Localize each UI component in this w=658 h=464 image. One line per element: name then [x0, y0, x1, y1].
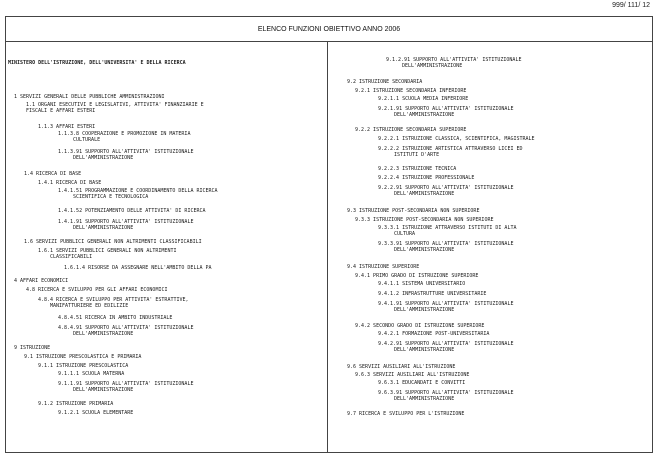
entry-line: 9.6.3.91 SUPPORTO ALL'ATTIVITA' ISTITUZIONALE — [378, 390, 514, 396]
entry-line: 9.3.3.91 SUPPORTO ALL'ATTIVITA' ISTITUZIONALE — [378, 241, 514, 247]
entry-line: 1.1 ORGANI ESECUTIVI E LEGISLATIVI, ATTIVITA' FINANZIARIE E — [26, 102, 204, 108]
entry-line: 9.6.3.1 EDUCANDATI E CONVITTI — [378, 380, 466, 386]
entry-line: CLASSIFICABILI — [50, 254, 93, 260]
entry-line: 1.4.1.51 PROGRAMMAZIONE E COORDINAMENTO DELLA RICERCA — [58, 188, 218, 194]
entry-line: DELL'AMMINISTRAZIONE — [402, 63, 463, 69]
entry-line: 1.1.3.8 COOPERAZIONE E PROMOZIONE IN MATERIA — [58, 131, 191, 137]
entry-line: DELL'AMMINISTRAZIONE — [73, 155, 134, 161]
entry-line: 9.1.2.91 SUPPORTO ALL'ATTIVITA' ISTITUZIONALE — [386, 57, 522, 63]
entry-line: 9.4.1.91 SUPPORTO ALL'ATTIVITA' ISTITUZIONALE — [378, 301, 514, 307]
entry-line: 9.1.2 ISTRUZIONE PRIMARIA — [38, 401, 114, 407]
entry-line: 9 ISTRUZIONE — [14, 345, 51, 351]
entry-line: 4.8.4.91 SUPPORTO ALL'ATTIVITA' ISTITUZIONALE — [58, 325, 194, 331]
entry-line: FISCALI E AFFARI ESTERI — [26, 108, 96, 114]
entry-line: 9.1 ISTRUZIONE PRESCOLASTICA E PRIMARIA — [24, 354, 142, 360]
entry-line: DELL'AMMINISTRAZIONE — [394, 247, 455, 253]
entry-line: 1.6.1 SERVIZI PUBBLICI GENERALI NON ALTRIMENTI — [38, 248, 177, 254]
entry-line: 9.2.2.3 ISTRUZIONE TECNICA — [378, 166, 457, 172]
entry-line: CULTURALE — [73, 137, 101, 143]
entry-line: 9.1.1.91 SUPPORTO ALL'ATTIVITA' ISTITUZIONALE — [58, 381, 194, 387]
entry-line: 9.1.1 ISTRUZIONE PRESCOLASTICA — [38, 363, 129, 369]
entry-line: 9.4.1.1 SISTEMA UNIVERSITARIO — [378, 281, 466, 287]
entry-line: 9.7 RICERCA E SVILUPPO PER L'ISTRUZIONE — [347, 411, 465, 417]
entry-line: DELL'AMMINISTRAZIONE — [394, 396, 455, 402]
entry-line: DELL'AMMINISTRAZIONE — [394, 307, 455, 313]
entry-line: 4.8.4 RICERCA E SVILUPPO PER ATTIVITA' ESTRATTIVE, — [38, 297, 189, 303]
entry-line: 9.2.2 ISTRUZIONE SECONDARIA SUPERIORE — [355, 127, 467, 133]
entry-line: 9.4 ISTRUZIONE SUPERIORE — [347, 264, 420, 270]
entry-line: 1.4.1.52 POTENZIAMENTO DELLE ATTIVITA' DI RICERCA — [58, 208, 206, 214]
entry-line: 4.8.4.51 RICERCA IN AMBITO INDUSTRIALE — [58, 315, 173, 321]
entry-line: 9.4.2.91 SUPPORTO ALL'ATTIVITA' ISTITUZIONALE — [378, 341, 514, 347]
entry-line: 1.4.1.91 SUPPORTO ALL'ATTIVITA' ISTITUZIONALE — [58, 219, 194, 225]
frame-bottom-rule — [5, 452, 653, 453]
entry-line: 9.6 SERVIZI AUSILIARI ALL'ISTRUZIONE — [347, 364, 456, 370]
page-reference: 999/ 111/ 12 — [612, 2, 650, 9]
entry-line: 9.6.3 SERVIZI AUSILIARI ALL'ISTRUZIONE — [355, 372, 470, 378]
entry-line: DELL'AMMINISTRAZIONE — [394, 191, 455, 197]
page-title: ELENCO FUNZIONI OBIETTIVO ANNO 2006 — [257, 26, 401, 33]
entry-line: 1.4 RICERCA DI BASE — [24, 171, 82, 177]
entry-line: MANIFATTURIERE ED EDILIZIE — [50, 303, 129, 309]
entry-line: 9.2.2.1 ISTRUZIONE CLASSICA, SCIENTIFICA, MAGISTRALE — [378, 136, 535, 142]
entry-line: 1.1.3.91 SUPPORTO ALL'ATTIVITA' ISTITUZIONALE — [58, 149, 194, 155]
entry-line: 9.4.1 PRIMO GRADO DI ISTRUZIONE SUPERIORE — [355, 273, 479, 279]
entry-line: ISTITUTI D'ARTE — [394, 152, 440, 158]
entry-line: 9.2.2.2 ISTRUZIONE ARTISTICA ATTRAVERSO LICEI ED — [378, 146, 523, 152]
entry-line: DELL'AMMINISTRAZIONE — [394, 112, 455, 118]
entry-line: 9.2.1.1 SCUOLA MEDIA INFERIORE — [378, 96, 469, 102]
entry-line: DELL'AMMINISTRAZIONE — [394, 347, 455, 353]
entry-line: 9.4.2 SECONDO GRADO DI ISTRUZIONE SUPERIORE — [355, 323, 485, 329]
entry-line: 1.6.1.4 RISORSE DA ASSEGNARE NELL'AMBITO DELLA PA — [64, 265, 212, 271]
entry-line: 9.2.1 ISTRUZIONE SECONDARIA INFERIORE — [355, 88, 467, 94]
entry-line: 9.3 ISTRUZIONE POST-SECONDARIA NON SUPERIORE — [347, 208, 480, 214]
entry-line: 9.2 ISTRUZIONE SECONDARIA — [347, 79, 423, 85]
entry-line: 9.4.1.2 INFRASTRUTTURE UNIVERSITARIE — [378, 291, 487, 297]
entry-line: 9.2.2.4 ISTRUZIONE PROFESSIONALE — [378, 175, 475, 181]
entry-line: DELL'AMMINISTRAZIONE — [73, 331, 134, 337]
column-divider — [327, 41, 328, 452]
frame-top-rule — [5, 16, 653, 17]
entry-line: 1.6 SERVIZI PUBBLICI GENERALI NON ALTRIMENTI CLASSIFICABILI — [24, 239, 202, 245]
entry-line: 4.8 RICERCA E SVILUPPO PER GLI AFFARI ECONOMICI — [26, 287, 168, 293]
entry-line: CULTURA — [394, 231, 416, 237]
entry-line: 9.3.3.1 ISTRUZIONE ATTRAVERSO ISTITUTI DI ALTA — [378, 225, 517, 231]
frame-right-rule — [652, 16, 653, 453]
frame-left-rule — [5, 16, 6, 453]
entry-line: 9.2.2.91 SUPPORTO ALL'ATTIVITA' ISTITUZIONALE — [378, 185, 514, 191]
entry-line: 1 SERVIZI GENERALI DELLE PUBBLICHE AMMINISTRAZIONI — [14, 94, 165, 100]
entry-line: 1.1.3 AFFARI ESTERI — [38, 124, 96, 130]
entry-line: DELL'AMMINISTRAZIONE — [73, 225, 134, 231]
entry-line: 9.1.1.1 SCUOLA MATERNA — [58, 371, 125, 377]
ministry-heading: MINISTERO DELL'ISTRUZIONE, DELL'UNIVERSITA' E DELLA RICERCA — [8, 60, 186, 66]
entry-line: 1.4.1 RICERCA DI BASE — [38, 180, 102, 186]
entry-line: 9.3.3 ISTRUZIONE POST-SECONDARIA NON SUPERIORE — [355, 217, 494, 223]
entry-line: 9.4.2.1 FORMAZIONE POST-UNIVERSITARIA — [378, 331, 490, 337]
entry-line: 4 AFFARI ECONOMICI — [14, 278, 69, 284]
title-divider — [5, 41, 653, 42]
entry-line: 9.1.2.1 SCUOLA ELEMENTARE — [58, 410, 134, 416]
entry-line: 9.2.1.91 SUPPORTO ALL'ATTIVITA' ISTITUZIONALE — [378, 106, 514, 112]
entry-line: DELL'AMMINISTRAZIONE — [73, 387, 134, 393]
entry-line: SCIENTIFICA E TECNOLOGICA — [73, 194, 149, 200]
